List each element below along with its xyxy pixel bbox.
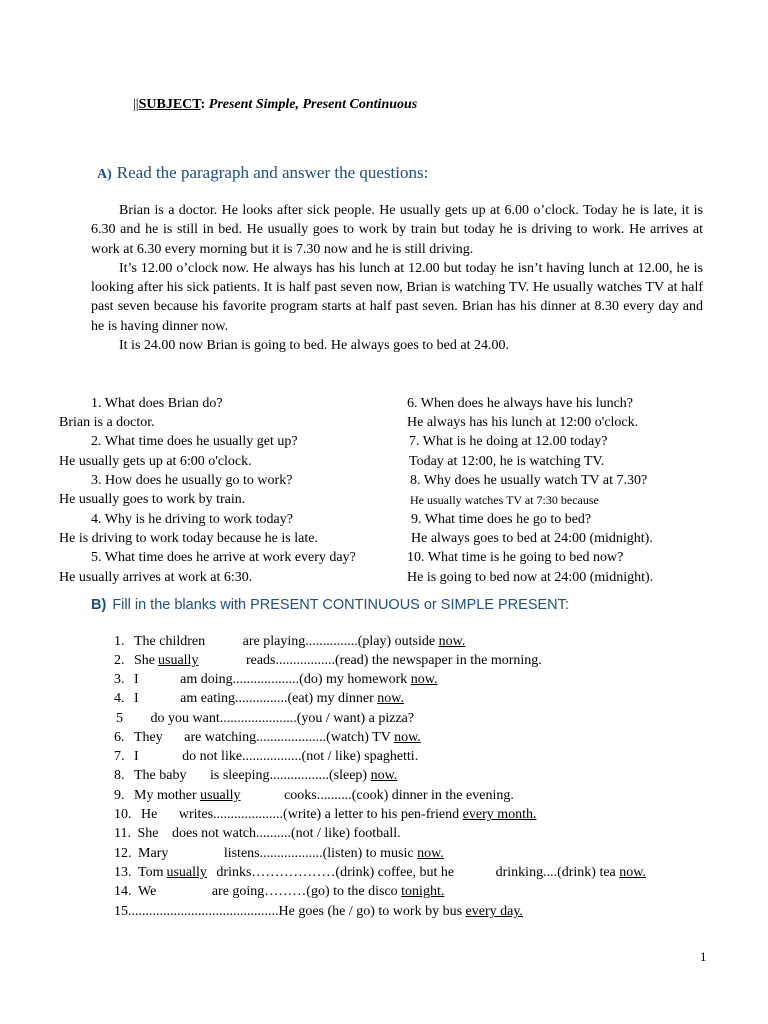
exercise-answer: are watching....................(watch) TV xyxy=(184,730,391,745)
answer-3: He usually goes to work by train. xyxy=(59,492,246,507)
exercise-number: 13. xyxy=(114,865,132,880)
exercise-15 xyxy=(114,904,523,920)
exercise-answer-tail: drinking....(drink) tea xyxy=(495,865,616,880)
section-b-letter: B) xyxy=(91,597,107,613)
exercise-subject: She xyxy=(137,826,159,841)
answer-5: He usually arrives at work at 6:30. xyxy=(59,570,253,585)
answer-9: He always goes to bed at 24:00 (midnight). xyxy=(411,531,653,546)
time-expression: now. xyxy=(619,865,646,880)
exercise-1 xyxy=(114,634,465,650)
paragraph-2: It’s 12.00 o’clock now. He always has his lunch at 12.00 but today he isn’t having lunch at 12.00, he is looking after his sick patients. It is half past seven now, Brian is watching TV. He usually watches TV at half past seven because his favorite program starts at half past seven. Brian has his dinner at 8.30 every day and he is having dinner now. xyxy=(91,260,703,334)
exercise-3 xyxy=(114,672,437,688)
section-b-title: Fill in the blanks with PRESENT CONTINUOUS or SIMPLE PRESENT: xyxy=(112,597,569,613)
frequency-adverb: usually xyxy=(166,865,207,880)
question-10: 10. What time is he going to bed now? xyxy=(407,550,624,565)
subject-line xyxy=(133,97,417,113)
exercise-13 xyxy=(114,865,646,881)
exercise-number: 3. xyxy=(114,672,125,687)
exercise-subject: They xyxy=(134,730,163,745)
question-4: 4. Why is he driving to work today? xyxy=(91,512,293,527)
exercise-subject: He xyxy=(141,807,158,822)
question-3: 3. How does he usually go to work? xyxy=(91,473,293,488)
question-8: 8. Why does he usually watch TV at 7.30? xyxy=(410,473,648,488)
exercise-9 xyxy=(114,788,514,804)
section-b-heading xyxy=(91,597,569,613)
answer-2: He usually gets up at 6:00 o'clock. xyxy=(59,454,252,469)
exercise-answer: am doing...................(do) my homework xyxy=(180,672,408,687)
question-1: 1. What does Brian do? xyxy=(91,396,223,411)
exercise-number: 14. xyxy=(114,884,132,899)
frequency-adverb: usually xyxy=(200,788,241,803)
exercise-subject: We xyxy=(138,884,157,899)
answer-6: He always has his lunch at 12:00 o'clock. xyxy=(407,415,639,430)
question-5: 5. What time does he arrive at work every day? xyxy=(91,550,356,565)
time-expression: every month. xyxy=(462,807,537,822)
exercise-answer: are playing...............(play) outside xyxy=(242,634,436,649)
exercise-answer: writes....................(write) a letter to his pen-friend xyxy=(178,807,460,822)
exercise-number: 15. xyxy=(114,904,132,919)
exercise-answer: am eating...............(eat) my dinner xyxy=(180,691,374,706)
exercise-subject: Tom xyxy=(138,865,164,880)
exercise-4 xyxy=(114,691,404,707)
exercise-subject: I xyxy=(134,749,139,764)
answer-1: Brian is a doctor. xyxy=(59,415,155,430)
exercise-14 xyxy=(114,884,444,900)
exercise-7 xyxy=(114,749,418,765)
answer-8: He usually watches TV at 7:30 because xyxy=(410,493,599,507)
exercise-11 xyxy=(114,826,401,842)
question-2: 2. What time does he usually get up? xyxy=(91,434,298,449)
frequency-adverb: usually xyxy=(158,653,199,668)
exercise-number: 5 xyxy=(116,711,123,726)
exercise-number: 11. xyxy=(114,826,131,841)
exercise-answer: do not like.................(not / like) spaghetti. xyxy=(182,749,419,764)
page-number: 1 xyxy=(700,949,707,964)
question-7: 7. What is he doing at 12.00 today? xyxy=(409,434,608,449)
exercise-answer: do you want......................(you / want) a pizza? xyxy=(150,711,415,726)
exercise-number: 10. xyxy=(114,807,132,822)
exercise-8 xyxy=(114,768,397,784)
paragraph-3: It is 24.00 now Brian is going to bed. He always goes to bed at 24.00. xyxy=(119,338,510,354)
exercise-12 xyxy=(114,846,444,862)
exercise-subject: I xyxy=(134,691,139,706)
exercise-answer: does not watch..........(not / like) football. xyxy=(171,826,401,841)
exercise-subject: Mary xyxy=(138,846,169,861)
exercise-subject: She xyxy=(134,653,155,668)
time-expression: now. xyxy=(438,634,466,649)
section-a-letter: A) xyxy=(97,167,112,182)
exercise-number: 12. xyxy=(114,846,132,861)
answer-10: He is going to bed now at 24:00 (midnight). xyxy=(407,570,654,585)
answer-7: Today at 12:00, he is watching TV. xyxy=(409,454,605,469)
exercise-number: 9. xyxy=(114,788,125,803)
exercise-6 xyxy=(114,730,421,746)
time-expression: now. xyxy=(394,730,421,745)
exercise-number: 1. xyxy=(114,634,125,649)
exercise-answer: is sleeping.................(sleep) xyxy=(209,768,368,783)
exercise-number: 2. xyxy=(114,653,125,668)
exercise-2 xyxy=(114,653,542,669)
exercise-5 xyxy=(116,711,414,727)
answer-4: He is driving to work today because he is late. xyxy=(59,531,318,546)
subject-prefix: || xyxy=(133,97,139,112)
exercise-number: 6. xyxy=(114,730,125,745)
reading-paragraph xyxy=(91,201,703,355)
exercise-10 xyxy=(114,807,537,823)
exercise-answer: ..........................................He goes (he / go) to work by bus xyxy=(131,904,463,919)
exercise-subject: The children xyxy=(134,634,206,649)
section-a-title: Read the paragraph and answer the questions: xyxy=(116,163,429,182)
exercise-number: 8. xyxy=(114,768,125,783)
time-expression: every day. xyxy=(465,904,523,919)
time-expression: now. xyxy=(377,691,404,706)
exercise-number: 4. xyxy=(114,691,125,706)
exercise-answer: cooks..........(cook) dinner in the evening. xyxy=(284,788,514,803)
time-expression: now. xyxy=(370,768,398,783)
question-6: 6. When does he always have his lunch? xyxy=(407,396,634,411)
exercise-subject: I xyxy=(134,672,139,687)
subject-topic: Present Simple, Present Continuous xyxy=(208,97,418,112)
exercise-answer: drinks………………(drink) coffee, but he xyxy=(216,865,455,880)
exercise-number: 7. xyxy=(114,749,125,764)
paragraph-1: Brian is a doctor. He looks after sick people. He usually gets up at 6.00 o’clock. Today he is late, it is 6.30 and he is still in bed. He usually goes to work by train but today he is driving to work. He arrives at work at 6.30 every morning but it is 7.30 now and he is still driving. xyxy=(91,203,703,257)
time-expression: now. xyxy=(410,672,438,687)
exercise-answer: listens..................(listen) to music xyxy=(223,846,414,861)
exercise-subject: My mother xyxy=(134,788,197,803)
subject-colon: : xyxy=(200,97,206,112)
subject-label: SUBJECT xyxy=(138,97,201,112)
exercise-subject: The baby xyxy=(134,768,187,783)
time-expression: now. xyxy=(417,846,444,861)
question-9: 9. What time does he go to bed? xyxy=(411,512,592,527)
section-a-heading xyxy=(97,163,428,183)
exercise-answer: are going………(go) to the disco xyxy=(211,884,398,899)
exercise-answer: reads.................(read) the newspaper in the morning. xyxy=(245,653,542,668)
time-expression: tonight. xyxy=(401,884,445,899)
